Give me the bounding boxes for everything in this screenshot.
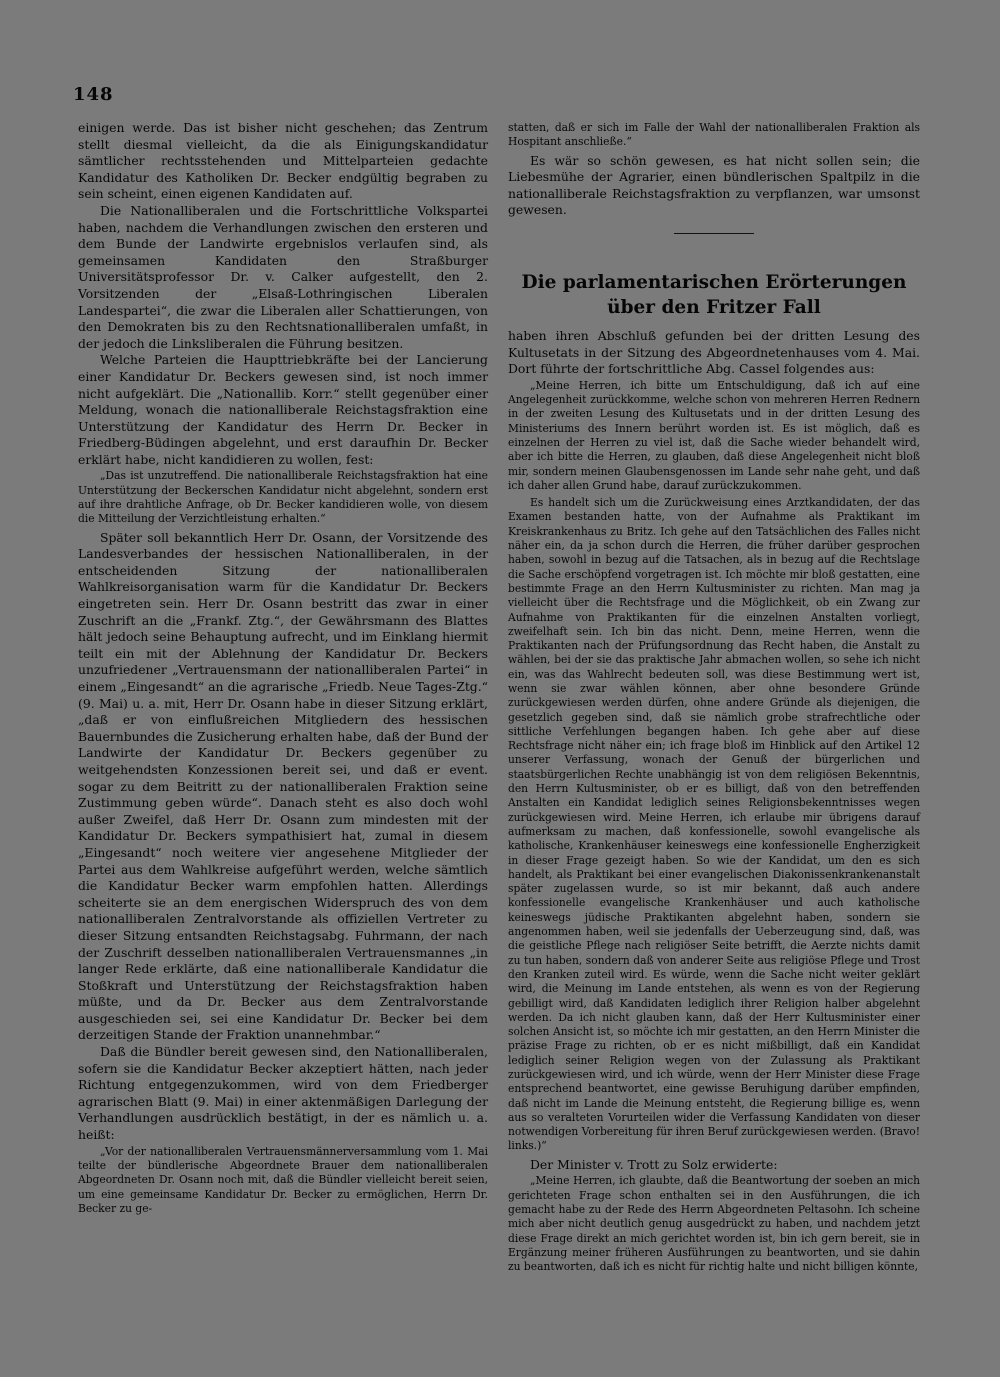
paragraph: haben ihren Abschluß gefunden bei der dritten Lesung des Kultusetats in der Sitzung des Abgeordnetenhauses vom 4. Mai. Dort führte der fortschrittliche Abg. Cassel folgendes aus: [508,327,920,377]
left-column [78,120,488,1219]
section-divider [674,233,754,234]
heading-line: Die parlamentarischen Erörterungen [521,271,907,293]
quotation: „Das ist unzutreffend. Die nationalliberale Reichstagsfraktion hat eine Unterstützung der Beckerschen Kandidatur nicht abgelehnt, sondern erst auf ihre drahtliche Anfrage, ob Dr. Becker kandidieren wolle, von diesem die Mitteilung der Verzichtleistung erhalten.“ [78,469,488,526]
paragraph: Welche Parteien die Haupttriebkräfte bei der Lancierung einer Kandidatur Dr. Beckers gewesen sind, ist noch immer nicht aufgeklärt. Die „Nationallib. Korr.“ stellt gegenüber einer Meldung, wonach die nationalliberale Reichstagsfraktion eine Unterstützung der Kandidatur des Herrn Dr. Becker in Friedberg-Büdingen abgelehnt, und erst daraufhin Dr. Becker erklärt habe, nicht kandidieren zu wollen, fest: [78,352,488,467]
quotation: Es handelt sich um die Zurückweisung eines Arztkandidaten, der das Examen bestanden hatte, von der Aufnahme als Praktikant im Kreiskrankenhaus zu Britz. Ich gehe auf den Tatsächlichen des Falles nicht näher ein, da ja schon durch die Herren, die früher darüber gesprochen haben, sowohl in bezug auf die Tatsachen, als in bezug auf die Rechtslage die Sache erschöpfend vorgetragen ist. Ich möchte mir bloß gestatten, eine bestimmte Frage an den Herrn Kultusminister zu richten. Man mag ja vielleicht über die Rechtsfrage und die Möglichkeit, ob ein Zwang zur Aufnahme von Praktikanten für die einzelnen Anstalten vorliegt, zweifelhaft sein. Ich bin das nicht. Denn, meine Herren, wenn die Praktikanten nach der Prüfungsordnung das Recht haben, die Anstalt zu wählen, bei der sie das praktische Jahr abmachen wollen, so sehe ich nicht ein, was das Wahlrecht bedeuten soll, was diese Bestimmung wert ist, wenn sie zwar wählen können, aber ohne besondere Gründe zurückgewiesen werden dürfen, ohne andere Gründe als diejenigen, die gesetzlich gegeben sind, daß sie nämlich grobe strafrechtliche oder sittliche Verfehlungen begangen haben. Ich gehe aber auf diese Rechtsfrage nicht näher ein; ich frage bloß im Hinblick auf den Artikel 12 unserer Verfassung, wonach der Genuß der bürgerlichen und staatsbürgerlichen Rechte unabhängig ist von dem religiösen Bekenntnis, den Herrn Kultusminister, ob er es billigt, daß von den betreffenden Anstalten ein Kandidat lediglich seines Religionsbekenntnisses wegen zurückgewiesen wird. Meine Herren, ich erlaube mir übrigens darauf aufmerksam zu machen, daß konfessionelle, sowohl evangelische als katholische, Krankenhäuser keineswegs eine konfessionelle Engherzigkeit in dieser Frage gezeigt haben. So wie der Kandidat, um den es sich handelt, als Praktikant bei einer evangelischen Diakonissenkrankenanstalt später zugelassen wurde, so ist mir bekannt, daß auch andere konfessionelle evangelische Krankenhäuser und auch katholische keineswegs jüdische Praktikanten abgelehnt haben, sondern sie angenommen haben, weil sie jedenfalls der Ueberzeugung sind, daß, was die geistliche Pflege nach religiöser Seite betrifft, die Aerzte nichts damit zu tun haben, sondern daß von anderer Seite aus religiöse Pflege und Trost den Kranken zuteil wird. Es würde, wenn die Sache nicht weiter geklärt wird, die Meinung im Lande entstehen, als wenn es von der Regierung gebilligt wird, daß Kandidaten lediglich ihrer Religion halber abgelehnt werden. Da ich nicht glauben kann, daß der Herr Kultusminister einer solchen Ansicht ist, so möchte ich mir gestatten, an den Herrn Minister die präzise Frage zu richten, ob er es nicht mißbilligt, daß ein Kandidat lediglich seiner Religion wegen von der Zulassung als Praktikant zurückgewiesen wird, und ich würde, wenn der Herr Minister diese Frage entsprechend beantwortet, eine gewisse Beruhigung darüber empfinden, daß nicht im Lande die Meinung entsteht, die Regierung billige es, wenn aus so veralteten Vorurteilen wider die Verfassung Kandidaten von dieser notwendigen Vorbereitung für ihren Beruf zurückgewiesen werden. (Bravo! links.)“ [508,496,920,1153]
quotation: „Vor der nationalliberalen Vertrauensmännerversammlung vom 1. Mai teilte der bündlerische Abgeordnete Brauer dem nationalliberalen Abgeordneten Dr. Osann noch mit, daß die Bündler vielleicht bereit seien, um eine gemeinsame Kandidatur Dr. Becker zu ermöglichen, Herrn Dr. Becker zu ge- [78,1144,488,1215]
right-column [508,120,920,1277]
paragraph: Es wär so schön gewesen, es hat nicht sollen sein; die Liebesmühe der Agrarier, einen bündlerischen Spaltpilz in die nationalliberale Reichstagsfraktion zu verpflanzen, war umsonst gewesen. [508,152,920,218]
page-number: 148 [73,84,114,105]
heading-line: über den Fritzer Fall [607,296,821,318]
paragraph: Später soll bekanntlich Herr Dr. Osann, der Vorsitzende des Landesverbandes der hessischen Nationalliberalen, in der entscheidenden Sitzung der nationalliberalen Wahlkreisorganisation warm für die Kandidatur Dr. Beckers eingetreten sein. Herr Dr. Osann bestritt das zwar in einer Zuschrift an die „Frankf. Ztg.“, der Gewährsmann des Blattes hält jedoch seine Behauptung aufrecht, und im Einklang hiermit teilt ein mit der Ablehnung der Kandidatur Dr. Beckers unzufriedener „Vertrauensmann der nationalliberalen Partei“ in einem „Eingesandt“ an die agrarische „Friedb. Neue Tages-Ztg.“ (9. Mai) u. a. mit, Herr Dr. Osann habe in dieser Sitzung erklärt, „daß er von einflußreichen Mitgliedern des hessischen Bauernbundes die Zusicherung erhalten habe, daß der Bund der Landwirte der Kandidatur Dr. Beckers gegenüber zu weitgehendsten Konzessionen bereit sei, und daß er event. sogar zu dem Beitritt zu der nationalliberalen Fraktion seine Zustimmung geben würde“. Danach steht es also doch wohl außer Zweifel, daß Herr Dr. Osann zum mindesten mit der Kandidatur Dr. Beckers sympathisiert hat, zumal in diesem „Eingesandt“ noch weitere vier angesehene Mitglieder der Partei aus dem Wahlkreise aufgeführt werden, welche sämtlich die Kandidatur Becker warm empfohlen hatten. Allerdings scheiterte sie an dem energischen Widerspruch des von dem nationalliberalen Zentralvorstande als offiziellen Vertreter zu dieser Sitzung entsandten Reichstagsabg. Fuhrmann, der nach der Zuschrift desselben nationalliberalen Vertrauensmannes „in langer Rede erklärte, daß eine nationalliberale Kandidatur die Stoßkraft und Unterstützung der Reichstagsfraktion haben müßte, und da Dr. Becker aus dem Zentralvorstande ausgeschieden sei, sei eine Kandidatur Dr. Becker bei dem derzeitigen Stande der Fraktion unannehmbar.“ [78,529,488,1043]
section-heading [508,270,920,320]
paragraph: Die Nationalliberalen und die Fortschrittliche Volkspartei haben, nachdem die Verhandlungen zwischen den ersteren und dem Bunde der Landwirte ergebnislos verlaufen sind, als gemeinsamen Kandidaten den Straßburger Universitätsprofessor Dr. v. Calker aufgestellt, den 2. Vorsitzenden der „Elsaß-Lothringischen Liberalen Landespartei“, die zwar die Liberalen aller Schattierungen, von den Demokraten bis zu den Rechtsnationalliberalen umfaßt, in der jedoch die Linksliberalen die Führung besitzen. [78,202,488,351]
quotation: „Meine Herren, ich glaubte, daß die Beantwortung der soeben an mich gerichteten Frage schon enthalten sei in den Ausführungen, die ich gemacht habe zu der Rede des Herrn Abgeordneten Peltasohn. Ich scheine mich aber nicht deutlich genug ausgedrückt zu haben, und nachdem jetzt diese Frage direkt an mich gerichtet worden ist, bin ich gern bereit, sie in Ergänzung meiner früheren Ausführungen zu beantworten, und sie dahin zu beantworten, daß ich es nicht für richtig halte und nicht billigen könnte, [508,1174,920,1274]
paragraph: Der Minister v. Trott zu Solz erwiderte: [530,1156,778,1172]
quotation-continued: statten, daß er sich im Falle der Wahl der nationalliberalen Fraktion als Hospitant anschließe.“ [508,121,920,149]
paragraph: Daß die Bündler bereit gewesen sind, den Nationalliberalen, sofern sie die Kandidatur Becker akzeptiert hätten, nach jeder Richtung entgegenzukommen, wird von dem Friedberger agrarischen Blatt (9. Mai) in einer aktenmäßigen Darlegung der Verhandlungen ausdrücklich bestätigt, in der es nämlich u. a. heißt: [78,1044,488,1143]
quotation: „Meine Herren, ich bitte um Entschuldigung, daß ich auf eine Angelegenheit zurückkomme, welche schon von mehreren Herren Rednern in der zweiten Lesung des Kultusetats und in der dritten Lesung des Ministeriums des Innern berührt worden ist. Es ist möglich, daß es einzelnen der Herren zu viel ist, daß die Sache wieder behandelt wird, aber ich bitte die Herren, zu glauben, daß diese Angelegenheit nicht bloß mir, sondern meinen Glaubensgenossen im Lande sehr nahe geht, und daß ich daher allen Grund habe, darauf zurückzukommen. [508,378,920,492]
paragraph: einigen werde. Das ist bisher nicht geschehen; das Zentrum stellt diesmal vielleicht, da die als Einigungskandidatur sämtlicher rechtsstehenden und Mittelparteien gedachte Kandidatur des Katholiken Dr. Becker endgültig begraben zu sein scheint, einen eigenen Kandidaten auf. [78,120,488,202]
